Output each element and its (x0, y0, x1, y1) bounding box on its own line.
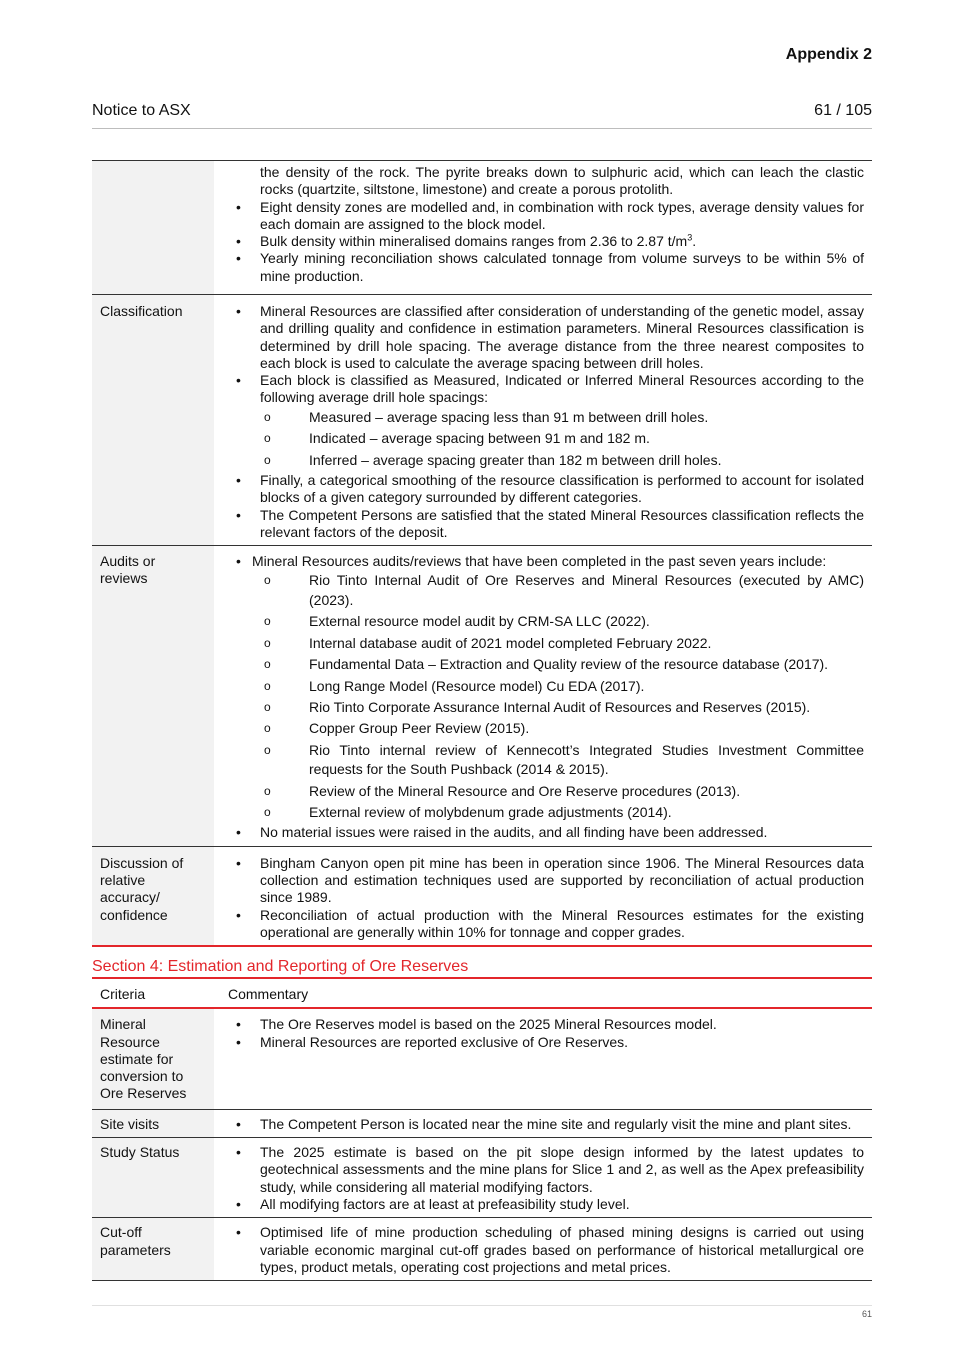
page-count: 61 / 105 (814, 102, 872, 119)
table-row (92, 546, 872, 846)
column-header-commentary: Commentary (214, 981, 872, 1008)
page-header (92, 102, 872, 129)
list-item (222, 233, 864, 250)
list-item-text: Mineral Resources audits/reviews that have been completed in the past seven years include: (252, 553, 827, 570)
superscript: 3 (687, 232, 693, 243)
list-item: • Optimised life of mine production scheduling of phased mining designs is carried out using variable economic marginal cut-off grades based on performance of historical metallurgical ore types, product metals, operating cost projections and metal prices. (222, 1224, 864, 1276)
list-item (222, 372, 864, 470)
table-row (92, 1138, 872, 1218)
commentary-cell (214, 295, 872, 546)
bullet-list (222, 553, 864, 841)
bullet-list (222, 164, 864, 285)
criteria-cut-off-parameters: Cut-off parameters (92, 1218, 214, 1281)
sub-list (260, 571, 864, 822)
bullet-list (222, 1116, 864, 1133)
sub-list-item: o Indicated – average spacing between 91 m and 182 m. (260, 429, 864, 448)
commentary-cell (214, 546, 872, 846)
sub-list-item: o Fundamental Data – Extraction and Quality review of the resource database (2017). (260, 655, 864, 674)
list-item-text: Bulk density within mineralised domains ranges from 2.36 to 2.87 t/m (260, 233, 688, 250)
commentary-cell (214, 1138, 872, 1218)
criteria-study-status: Study Status (92, 1138, 214, 1218)
list-item: • No material issues were raised in the audits, and all finding have been addressed. (222, 824, 864, 841)
sub-list-item: o Rio Tinto Corporate Assurance Internal Audit of Resources and Reserves (2015). (260, 698, 864, 717)
bullet-list (222, 1224, 864, 1276)
list-item: • Finally, a categorical smoothing of the resource classification is performed to account for isolated blocks of a given category surrounded by different categories. (222, 472, 864, 507)
bullet-list (222, 303, 864, 541)
list-item (222, 553, 864, 822)
criteria-cell (92, 161, 214, 295)
commentary-cell (214, 161, 872, 295)
sub-list-item: o External review of molybdenum grade adjustments (2014). (260, 803, 864, 822)
table-row (92, 1008, 872, 1109)
commentary-cell (214, 846, 872, 946)
list-item: • Mineral Resources are reported exclusive of Ore Reserves. (222, 1034, 864, 1051)
section-4-heading: Section 4: Estimation and Reporting of Ore Reserves (92, 958, 872, 979)
list-item: • The Competent Person is located near the mine site and regularly visit the mine and plant sites. (222, 1116, 864, 1133)
commentary-cell (214, 1109, 872, 1137)
table-header-row (92, 981, 872, 1008)
ore-reserves-table (92, 981, 872, 1281)
table-row (92, 1218, 872, 1281)
sub-list-item: o Copper Group Peer Review (2015). (260, 719, 864, 738)
list-item-text: Each block is classified as Measured, Indicated or Inferred Mineral Resources according to the following average drill hole spacings: (260, 372, 864, 406)
criteria-audits: Audits or reviews (92, 546, 214, 846)
bullet-list (222, 1016, 864, 1051)
document-title: Notice to ASX (92, 102, 191, 119)
column-header-criteria: Criteria (92, 981, 214, 1008)
sub-list-item: o Review of the Mineral Resource and Ore Reserve procedures (2013). (260, 782, 864, 801)
sub-list-item: o Inferred – average spacing greater than 182 m between drill holes. (260, 451, 864, 470)
table-row (92, 161, 872, 295)
resources-table (92, 160, 872, 947)
table-row (92, 846, 872, 946)
list-item: • Bingham Canyon open pit mine has been in operation since 1906. The Mineral Resources data collection and estimation techniques used are supported by reconciliation of actual production since 1989. (222, 855, 864, 907)
list-item: • The Competent Persons are satisfied that the stated Mineral Resources classification reflects the relevant factors of the deposit. (222, 507, 864, 542)
commentary-cell (214, 1218, 872, 1281)
appendix-label: Appendix 2 (785, 46, 872, 63)
list-item: • The 2025 estimate is based on the pit slope design informed by the latest updates to geotechnical assessments and the mine plans for Slice 1 and 2, as well as the Apex prefeasibility study, while considering all material modifying factors. (222, 1144, 864, 1196)
commentary-cell (214, 1008, 872, 1109)
criteria-site-visits: Site visits (92, 1109, 214, 1137)
sub-list-item: o Long Range Model (Resource model) Cu EDA (2017). (260, 677, 864, 696)
bullet-list (222, 855, 864, 941)
sub-list-item: o Measured – average spacing less than 91 m between drill holes. (260, 408, 864, 427)
criteria-mineral-resource-estimate: Mineral Resource estimate for conversion to Ore Reserves (92, 1008, 214, 1109)
sub-list (260, 408, 864, 470)
table-row (92, 295, 872, 546)
criteria-classification: Classification (92, 295, 214, 546)
list-item: • Mineral Resources are classified after consideration of understanding of the genetic model, assay and drilling quality and confidence in estimation parameters. Mineral Resources classification is determined by drill hole spacing. The average distance from the three nearest composites to each block is used to calculate the average spacing between drill holes. (222, 303, 864, 372)
list-item: • All modifying factors are at least at prefeasibility study level. (222, 1196, 864, 1213)
table-row (92, 1109, 872, 1137)
sub-list-item: o Rio Tinto Internal Audit of Ore Reserves and Mineral Resources (executed by AMC) (2023). (260, 571, 864, 610)
sub-list-item: o External resource model audit by CRM-SA LLC (2022). (260, 612, 864, 631)
sub-list-item: o Rio Tinto internal review of Kennecott’s Integrated Studies Investment Committee requests for the South Pushback (2014 & 2015). (260, 741, 864, 780)
list-item: • Yearly mining reconciliation shows calculated tonnage from volume surveys to be within 5% of mine production. (222, 250, 864, 285)
bullet-list (222, 1144, 864, 1213)
list-item: • The Ore Reserves model is based on the 2025 Mineral Resources model. (222, 1016, 864, 1033)
criteria-discussion: Discussion of relative accuracy/ confidence (92, 846, 214, 946)
sub-list-item: o Internal database audit of 2021 model completed February 2022. (260, 634, 864, 653)
page-footer (92, 1305, 872, 1319)
list-item: • Reconciliation of actual production with the Mineral Resources estimates for the existing operational are generally within 10% for tonnage and copper grades. (222, 907, 864, 942)
page-number: 61 (861, 1309, 872, 1319)
list-item-tail: . (692, 233, 697, 250)
list-item: • Eight density zones are modelled and, in combination with rock types, average density values for each domain are assigned to the block model. (222, 199, 864, 234)
list-item: the density of the rock. The pyrite breaks down to sulphuric acid, which can leach the clastic rocks (quartzite, siltstone, limestone) and create a porous protolith. (260, 164, 864, 198)
